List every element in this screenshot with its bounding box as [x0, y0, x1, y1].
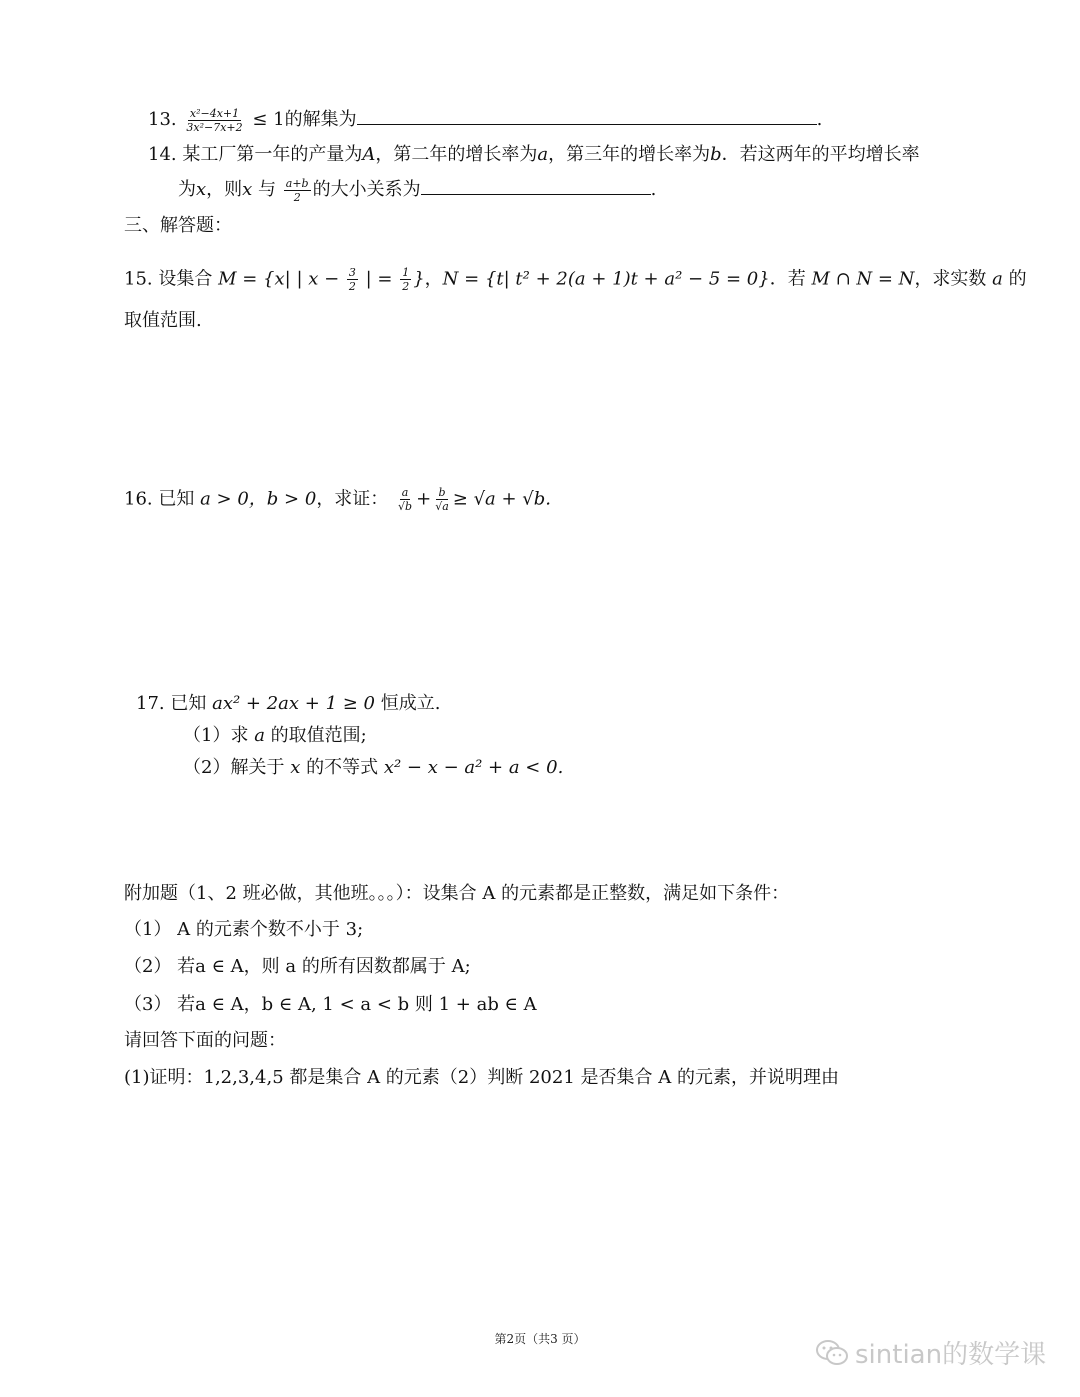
- q13-frac-num: x²−4x+1: [189, 106, 240, 120]
- question-15-line2: 取值范围.: [124, 310, 202, 331]
- q14-answer-blank: [421, 176, 651, 195]
- q15-var-a: a: [992, 268, 1003, 290]
- q17-part2-text-1: （2）解关于: [183, 757, 285, 778]
- q15-comma: ，: [424, 268, 443, 290]
- watermark-text: sintian的数学课: [855, 1340, 1047, 1370]
- question-17-part2: [183, 756, 563, 780]
- q15-frac1-num: 3: [348, 266, 356, 279]
- q15-frac-2: [400, 266, 411, 293]
- question-14-line1: [148, 143, 920, 167]
- q14-text-1: 14. 某工厂第一年的产量为: [148, 144, 363, 165]
- q15-frac1-den: 2: [348, 280, 356, 293]
- wechat-icon: [815, 1339, 849, 1367]
- q14-var-a: a: [537, 144, 549, 165]
- q17-expr: ax² + 2ax + 1 ≥ 0: [212, 693, 376, 714]
- watermark: [815, 1334, 1046, 1371]
- q15-set-M-end: }: [413, 268, 425, 290]
- q16-cond: a > 0，b > 0: [200, 488, 317, 510]
- q17-text-2: 恒成立.: [380, 693, 441, 714]
- q15-cond: ．若: [769, 268, 806, 290]
- q17-part2-var: x: [290, 757, 301, 778]
- q13-inequality: ≤ 1: [252, 109, 285, 130]
- q13-answer-blank: [357, 106, 817, 125]
- question-17-line1: [136, 692, 440, 716]
- q14-var-A: A: [362, 144, 376, 165]
- q15-cond-expr: M ∩ N = N: [811, 268, 915, 290]
- q16-text-2: ，求证：: [316, 488, 389, 510]
- q17-part1-text-2: 的取值范围;: [270, 725, 367, 746]
- q16-frac-2: [433, 486, 451, 513]
- q14-var-b: b: [710, 144, 722, 165]
- q15-set-M-mid: | =: [359, 268, 399, 290]
- question-14-line2: [178, 176, 656, 204]
- q16-plus: +: [416, 488, 432, 510]
- q17-text-1: 17. 已知: [136, 693, 207, 714]
- question-13: [148, 106, 822, 134]
- q17-part2-text-2: 的不等式: [306, 757, 379, 778]
- q14-text-3: ，第三年的增长率为: [548, 144, 711, 165]
- q14-text-8: 的大小关系为: [312, 179, 421, 200]
- q13-number: 13.: [148, 109, 177, 130]
- q14-var-x2: x: [242, 179, 253, 200]
- q14-end: .: [650, 179, 657, 200]
- q17-part1-text-1: （1）求: [183, 725, 249, 746]
- extra-question: (1)证明：1,2,3,4,5 都是集合 A 的元素（2）判断 2021 是否集合 A 的元素，并说明理由: [124, 1067, 839, 1088]
- q14-text-5: 为: [178, 179, 196, 200]
- q16-f2-den: √a: [435, 500, 449, 513]
- extra-condition-3: （3） 若a ∈ A，b ∈ A, 1 < a < b 则 1 + ab ∈ A: [124, 994, 537, 1015]
- q15-frac-1: [347, 266, 358, 293]
- question-16: [124, 486, 551, 513]
- q13-end: .: [816, 109, 823, 130]
- q13-frac-den: 3x²−7x+2: [186, 120, 243, 134]
- q14-text-7: 与: [258, 179, 277, 200]
- q17-part2-expr: x² − x − a² + a < 0.: [383, 757, 564, 778]
- q15-ask: ，求实数: [914, 268, 987, 290]
- q14-frac-den: 2: [293, 190, 301, 204]
- extra-ask: 请回答下面的问题：: [124, 1030, 286, 1051]
- q13-text: 的解集为: [284, 109, 357, 130]
- section-3-heading: 三、解答题：: [124, 215, 232, 236]
- q15-frac2-den: 2: [402, 280, 410, 293]
- question-17-part1: [183, 724, 367, 748]
- q14-frac-num: a+b: [285, 176, 309, 190]
- q14-var-x: x: [196, 179, 207, 200]
- q16-frac-1: [396, 486, 414, 513]
- q15-ask-end: 的: [1008, 268, 1027, 290]
- page-footer: 第2页（共3 页）: [494, 1332, 586, 1346]
- q16-f1-num: a: [401, 486, 409, 499]
- q15-frac2-num: 1: [402, 266, 410, 279]
- extra-intro: 附加题（1、2 班必做，其他班。。。）：设集合 A 的元素都是正整数，满足如下条件：: [124, 883, 790, 904]
- extra-condition-2: （2） 若a ∈ A，则 a 的所有因数都属于 A;: [124, 956, 471, 977]
- q16-f2-num: b: [438, 486, 446, 499]
- q17-part1-var: a: [254, 725, 265, 746]
- q15-set-M: M = {x| | x −: [218, 268, 345, 290]
- q14-text-6: ，则: [206, 179, 243, 200]
- q15-set-N: N = {t| t² + 2(a + 1)t + a² − 5 = 0}: [442, 268, 770, 290]
- q14-text-4: ．若这两年的平均增长率: [721, 144, 920, 165]
- q14-text-2: ，第二年的增长率为: [375, 144, 538, 165]
- q16-rhs: ≥ √a + √b.: [452, 488, 552, 510]
- q13-fraction: [184, 107, 244, 134]
- q14-fraction: [284, 177, 311, 204]
- question-15-line1: [124, 266, 1027, 293]
- extra-condition-1: （1） A 的元素个数不小于 3;: [124, 919, 364, 940]
- q15-text-1: 15. 设集合: [124, 268, 213, 290]
- q16-text-1: 16. 已知: [124, 488, 195, 510]
- q16-f1-den: √b: [398, 500, 413, 513]
